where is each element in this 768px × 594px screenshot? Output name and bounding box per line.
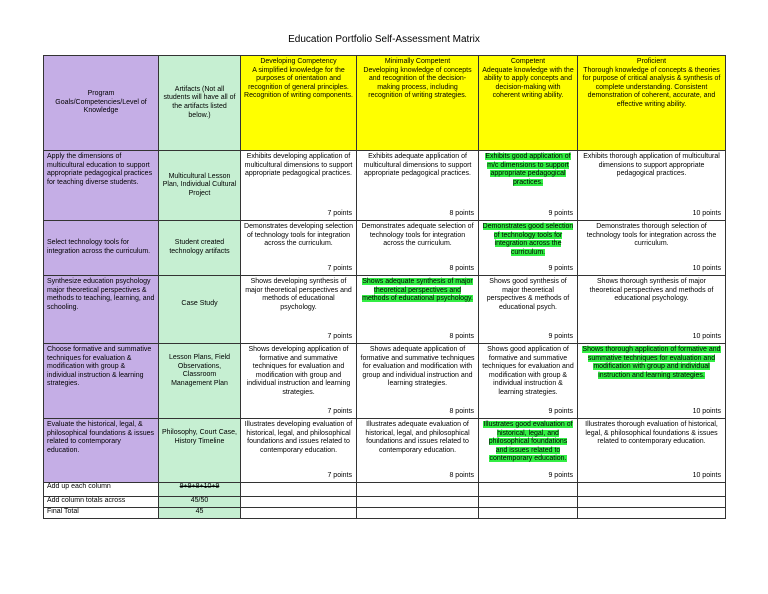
- rubric-cell: [578, 419, 726, 483]
- cell-text: Shows developing application of formative and summative techniques for evaluation and modification with group and individual instruction and learning strategies.: [246, 346, 351, 396]
- rubric-cell: [479, 151, 578, 221]
- cell-text: Demonstrates thorough selection of technology tools for integration across the curriculum.: [586, 223, 717, 248]
- artifacts-cell: Student created technology artifacts: [159, 221, 241, 276]
- rubric-cell: [578, 276, 726, 344]
- points-label: 10 points: [692, 210, 721, 218]
- table-row: [44, 344, 726, 419]
- artifacts-cell: Philosophy, Court Case, History Timeline: [159, 419, 241, 483]
- level-header-minimally: [357, 56, 479, 151]
- level-header-competent: [479, 56, 578, 151]
- artifacts-header: Artifacts (Not all students will have all of the artifacts listed below.): [159, 56, 241, 151]
- totals-label: Add column totals across: [44, 497, 159, 508]
- level-name: Minimally Competent: [384, 58, 451, 65]
- totals-row: [44, 483, 726, 497]
- rubric-cell: [479, 221, 578, 276]
- cell-text: Shows developing synthesis of major theoretical perspectives and methods of educational psychology.: [245, 278, 352, 311]
- totals-value: 9+9+8+10+9: [159, 483, 241, 497]
- points-label: 10 points: [692, 333, 721, 341]
- rubric-cell: [479, 276, 578, 344]
- table-row: [44, 221, 726, 276]
- level-header-developing: [241, 56, 357, 151]
- empty-cell: [241, 497, 357, 508]
- points-label: 8 points: [449, 333, 474, 341]
- rubric-cell: [357, 221, 479, 276]
- points-label: 7 points: [327, 333, 352, 341]
- totals-row: [44, 508, 726, 519]
- cell-text-highlighted: Shows thorough application of formative and summative techniques for evaluation and modification with group and individual instruction and learning strategies.: [582, 346, 721, 379]
- artifacts-cell: Multicultural Lesson Plan, Individual Cultural Project: [159, 151, 241, 221]
- table-row: [44, 151, 726, 221]
- points-label: 10 points: [692, 265, 721, 273]
- goal-cell: Apply the dimensions of multicultural education to support appropriate pedagogical practices for teaching diverse students.: [44, 151, 159, 221]
- rubric-cell: [357, 151, 479, 221]
- goal-cell: Evaluate the historical, legal, & philosophical foundations & issues related to contemporary education.: [44, 419, 159, 483]
- level-header-proficient: [578, 56, 726, 151]
- rubric-cell: [578, 344, 726, 419]
- rubric-cell: [241, 419, 357, 483]
- document-title: Education Portfolio Self-Assessment Matrix: [288, 34, 480, 45]
- points-label: 8 points: [449, 210, 474, 218]
- cell-text-highlighted: Shows adequate synthesis of major theoretical perspectives and methods of educational psychology.: [362, 278, 473, 303]
- points-label: 9 points: [548, 333, 573, 341]
- level-description: Thorough knowledge of concepts & theories for purpose of critical analysis & synthesis of complete understanding. Consistent demonstration of coherent, accurate, and effective writing ability.: [582, 66, 721, 108]
- cell-text-highlighted: Exhibits good application of m/c dimensions to support appropriate pedagogical practices.: [485, 153, 571, 186]
- rubric-cell: [241, 221, 357, 276]
- cell-text: Demonstrates adequate selection of technology tools for integration across the curriculum.: [361, 223, 474, 248]
- level-description: A simplified knowledge for the purposes of orientation and recognition of general principles. Recognition of writing components.: [244, 66, 353, 100]
- rubric-cell: [479, 419, 578, 483]
- cell-text: Shows good synthesis of major theoretical perspectives & methods of educational psych.: [486, 278, 570, 311]
- rubric-cell: [357, 419, 479, 483]
- cell-text-highlighted: Demonstrates good selection of technology tools for integration across the curriculum.: [482, 223, 574, 256]
- points-label: 8 points: [449, 408, 474, 416]
- table-row: [44, 276, 726, 344]
- rubric-cell: [578, 221, 726, 276]
- rubric-cell: [241, 276, 357, 344]
- empty-cell: [241, 483, 357, 497]
- rubric-cell: [241, 344, 357, 419]
- goal-cell: Select technology tools for integration across the curriculum.: [44, 221, 159, 276]
- rubric-cell: [479, 344, 578, 419]
- level-name: Proficient: [636, 58, 667, 65]
- level-name: Competent: [510, 58, 546, 65]
- points-label: 10 points: [692, 408, 721, 416]
- rubric-cell: [578, 151, 726, 221]
- cell-text: Illustrates thorough evaluation of historical, legal, & philosophical foundations & issues related to contemporary education.: [585, 421, 718, 446]
- points-label: 7 points: [327, 472, 352, 480]
- points-label: 9 points: [548, 265, 573, 273]
- cell-text: Shows thorough synthesis of major theoretical perspectives and methods of educational psychology.: [589, 278, 714, 303]
- totals-label: Final Total: [44, 508, 159, 519]
- rubric-cell: [241, 151, 357, 221]
- table-row: [44, 419, 726, 483]
- points-label: 10 points: [692, 472, 721, 480]
- points-label: 7 points: [327, 265, 352, 273]
- empty-cell: [578, 497, 726, 508]
- cell-text: Illustrates adequate evaluation of historical, legal, and philosophical foundations and issues related to contemporary education.: [365, 421, 470, 454]
- points-label: 9 points: [548, 210, 573, 218]
- cell-text: Demonstrates developing selection of technology tools for integration across the curriculum.: [244, 223, 353, 248]
- cell-text-highlighted: Illustrates good evaluation of historical, legal, and philosophical foundations and issues related to contemporary education.: [483, 421, 573, 463]
- totals-row: [44, 497, 726, 508]
- level-description: Adequate knowledge with the ability to apply concepts and decision-making with coherent writing ability.: [482, 66, 574, 100]
- artifacts-cell: Case Study: [159, 276, 241, 344]
- header-row: [44, 56, 726, 151]
- artifacts-cell: Lesson Plans, Field Observations, Classroom Management Plan: [159, 344, 241, 419]
- totals-value: 45/50: [159, 497, 241, 508]
- points-label: 8 points: [449, 265, 474, 273]
- empty-cell: [479, 497, 578, 508]
- empty-cell: [241, 508, 357, 519]
- points-label: 9 points: [548, 472, 573, 480]
- cell-text: Exhibits adequate application of multicultural dimensions to support appropriate pedagogical practices.: [363, 153, 472, 178]
- empty-cell: [357, 497, 479, 508]
- rubric-cell: [357, 276, 479, 344]
- rubric-cell: [357, 344, 479, 419]
- cell-text: Shows adequate application of formative and summative techniques for evaluation and modification with group and individual instruction and learning strategies.: [360, 346, 475, 388]
- empty-cell: [357, 483, 479, 497]
- empty-cell: [479, 508, 578, 519]
- points-label: 7 points: [327, 408, 352, 416]
- cell-text: Illustrates developing evaluation of historical, legal, and philosophical foundations and issues related to contemporary education.: [244, 421, 353, 454]
- goal-cell: Choose formative and summative techniques for evaluation & modification with group & individual instruction & learning strategies.: [44, 344, 159, 419]
- empty-cell: [578, 483, 726, 497]
- assessment-matrix: [43, 55, 726, 519]
- goal-header: Program Goals/Competencies/Level of Knowledge: [44, 56, 159, 151]
- points-label: 8 points: [449, 472, 474, 480]
- points-label: 9 points: [548, 408, 573, 416]
- level-name: Developing Competency: [260, 58, 337, 65]
- totals-label: Add up each column: [44, 483, 159, 497]
- empty-cell: [479, 483, 578, 497]
- level-description: Developing knowledge of concepts and recognition of the decision-making process, including recognition of writing strategies.: [363, 66, 472, 100]
- empty-cell: [357, 508, 479, 519]
- points-label: 7 points: [327, 210, 352, 218]
- cell-text: Shows good application of formative and summative techniques for evaluation and modification with group & individual instruction & learning strategies.: [482, 346, 574, 396]
- empty-cell: [578, 508, 726, 519]
- cell-text: Exhibits developing application of multicultural dimensions to support appropriate pedagogical practices.: [244, 153, 353, 178]
- cell-text: Exhibits thorough application of multicultural dimensions to support appropriate pedagogical practices.: [583, 153, 720, 178]
- totals-value: 45: [159, 508, 241, 519]
- goal-cell: Synthesize education psychology major theoretical perspectives & methods to teaching, learning, and schooling.: [44, 276, 159, 344]
